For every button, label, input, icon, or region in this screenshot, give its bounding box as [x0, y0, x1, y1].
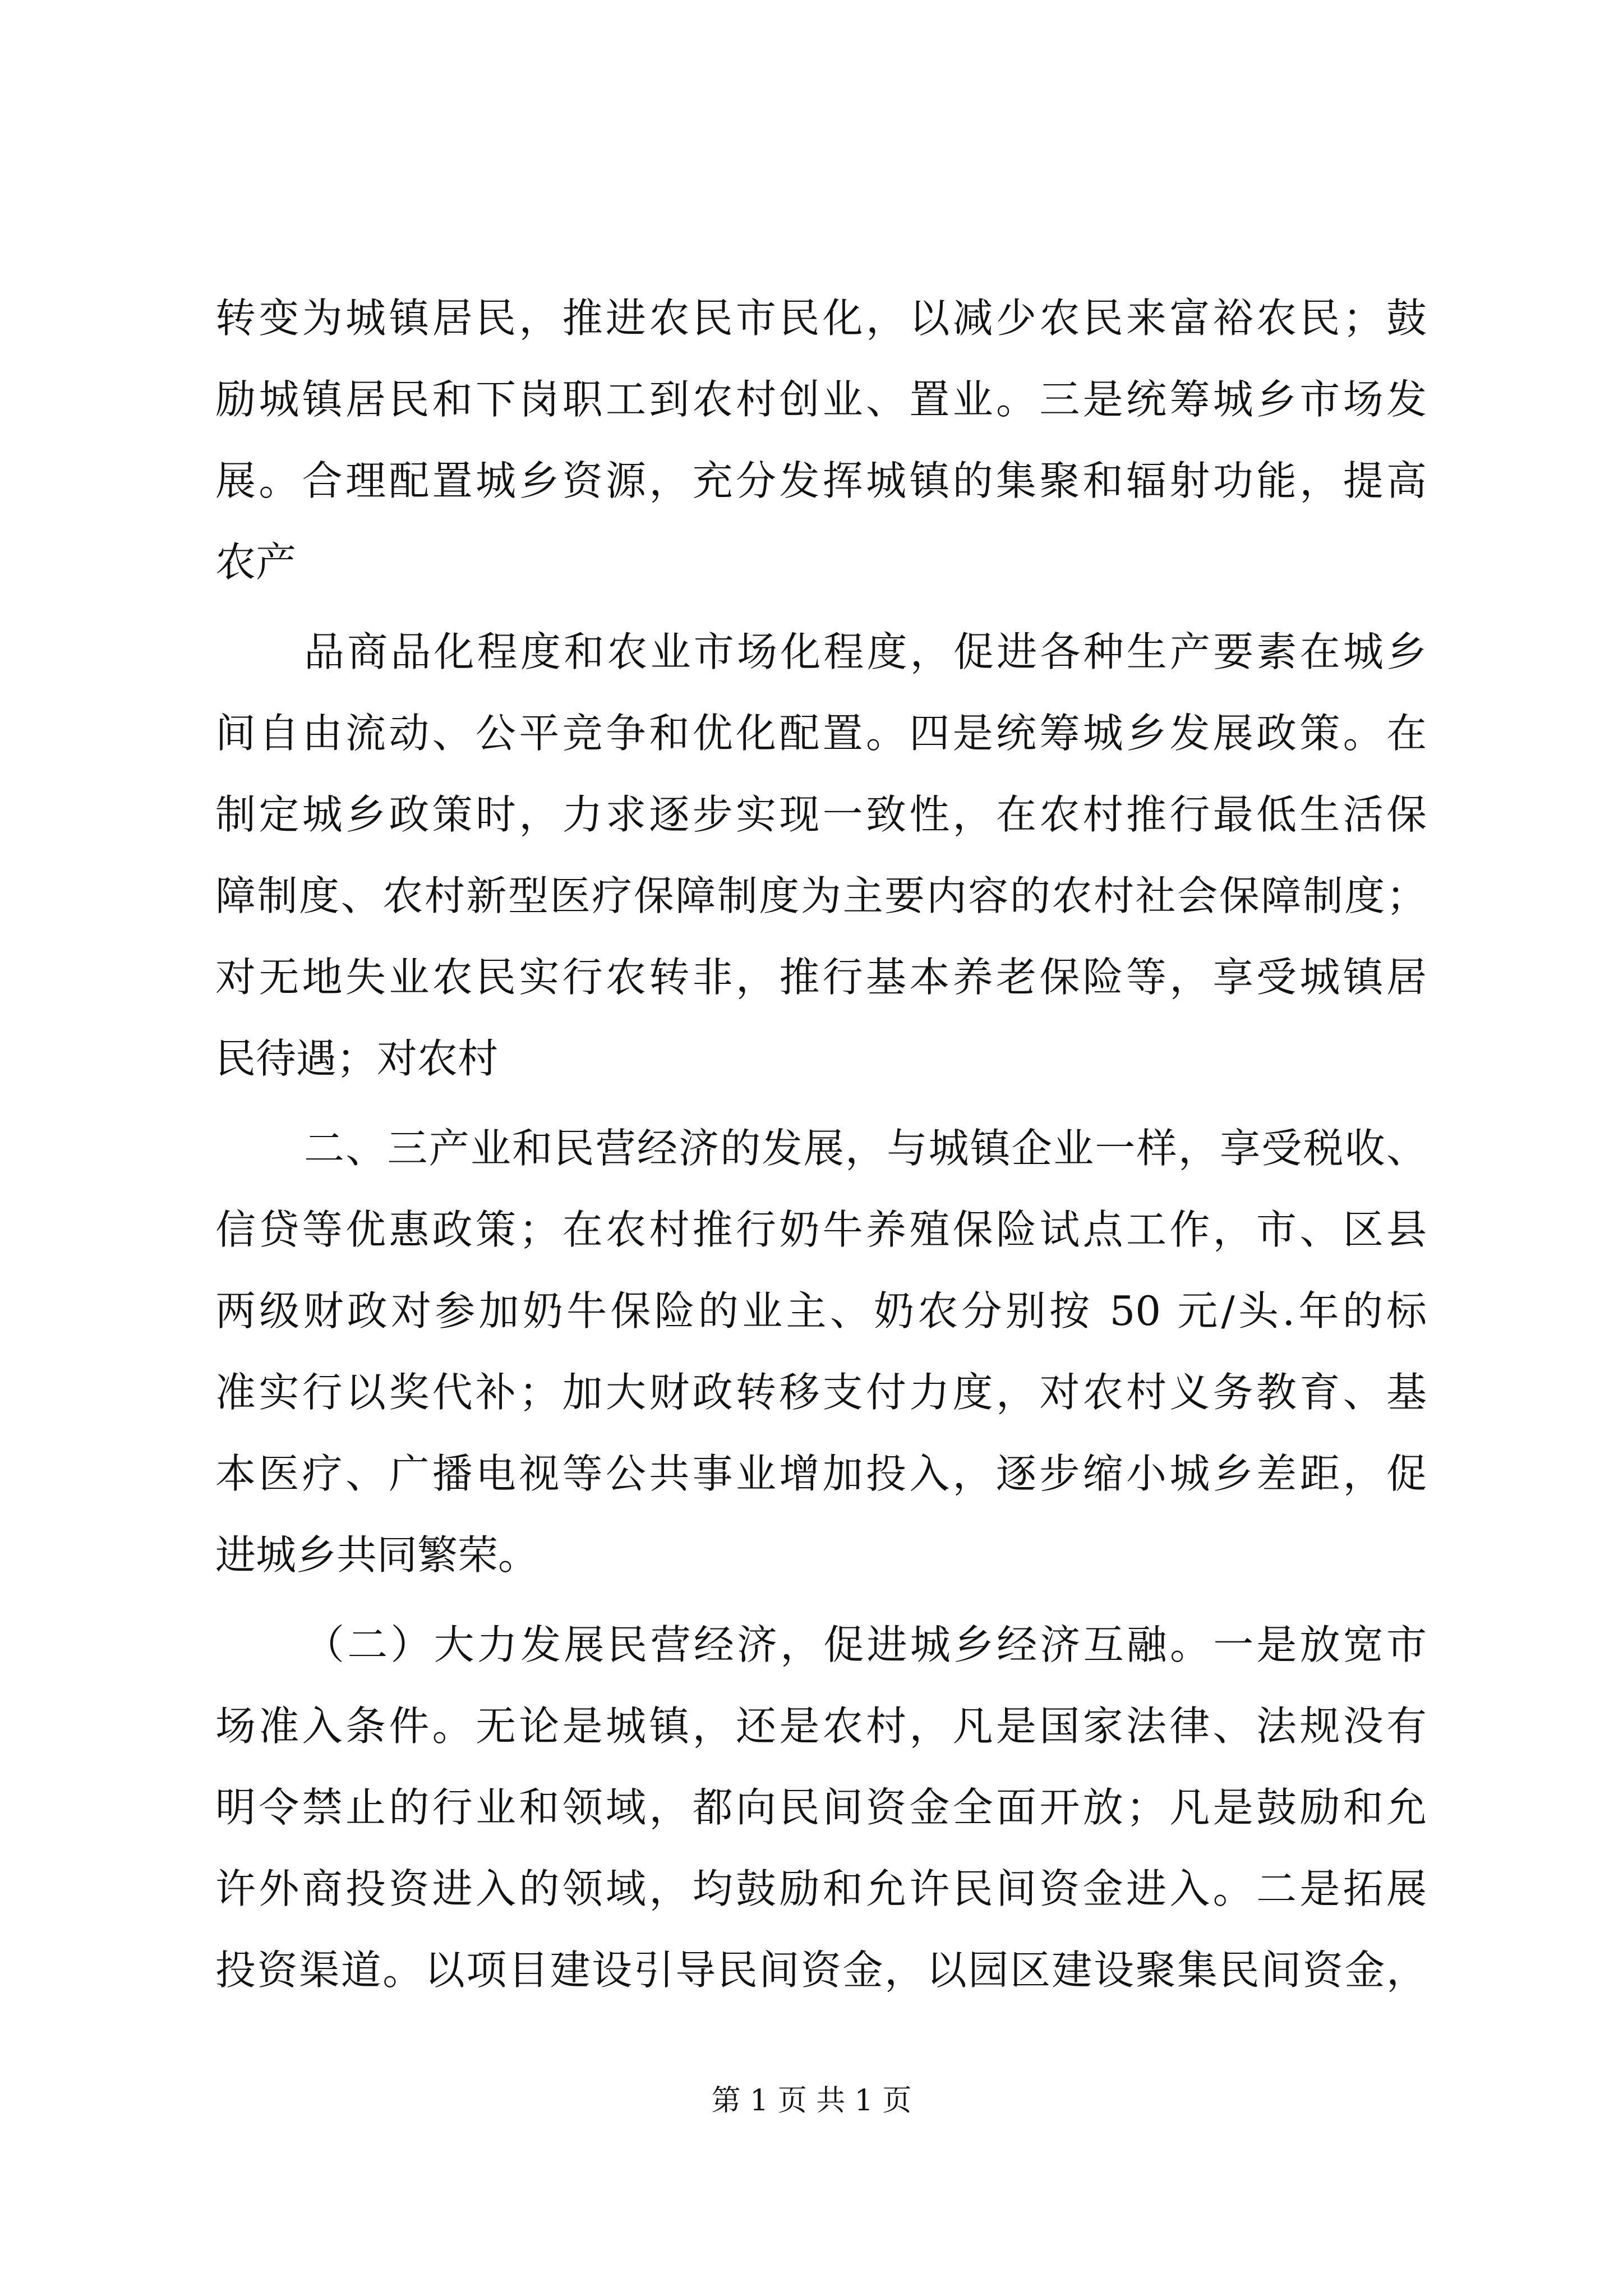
text-line: 信贷等优惠政策；在农村推行奶牛养殖保险试点工作，市、区县: [215, 1206, 1427, 1253]
text-line: 农产: [215, 539, 297, 586]
text-line: 展。合理配置城乡资源，充分发挥城镇的集聚和辐射功能，提高: [215, 457, 1427, 504]
text-line: 二、三产业和民营经济的发展，与城镇企业一样，享受税收、: [304, 1125, 1427, 1172]
text-line: 励城镇居民和下岗职工到农村创业、置业。三是统筹城乡市场发: [215, 376, 1427, 423]
text-line: 投资渠道。以项目建设引导民间资金，以园区建设聚集民间资金，: [215, 1947, 1427, 1994]
text-line: 准实行以奖代补；加大财政转移支付力度，对农村义务教育、基: [215, 1369, 1427, 1416]
text-line: 制定城乡政策时，力求逐步实现一致性，在农村推行最低生活保: [215, 791, 1427, 838]
text-line: 品商品化程度和农业市场化程度，促进各种生产要素在城乡: [304, 628, 1427, 675]
text-line: 许外商投资进入的领域，均鼓励和允许民间资金进入。二是拓展: [215, 1865, 1427, 1912]
text-line: 间自由流动、公平竞争和优化配置。四是统筹城乡发展政策。在: [215, 710, 1427, 757]
page-footer: [0, 2081, 1623, 2120]
text-line: 场准入条件。无论是城镇，还是农村，凡是国家法律、法规没有: [215, 1703, 1427, 1750]
text-line: （二）大力发展民营经济，促进城乡经济互融。一是放宽市: [304, 1621, 1427, 1668]
text-line: 民待遇；对农村: [215, 1035, 499, 1082]
text-line: 明令禁止的行业和领域，都向民间资金全面开放；凡是鼓励和允: [215, 1784, 1427, 1831]
page-number: 第 1 页 共 1 页: [711, 2084, 912, 2118]
text-line: 进城乡共同繁荣。: [215, 1531, 539, 1579]
text-line: 两级财政对参加奶牛保险的业主、奶农分别按 50 元/头.年的标: [215, 1287, 1427, 1335]
text-line: 本医疗、广播电视等公共事业增加投入，逐步缩小城乡差距，促: [215, 1450, 1427, 1497]
text-line: 对无地失业农民实行农转非，推行基本养老保险等，享受城镇居: [215, 954, 1427, 1001]
text-line: 障制度、农村新型医疗保障制度为主要内容的农村社会保障制度；: [215, 872, 1427, 919]
text-line: 转变为城镇居民，推进农民市民化，以减少农民来富裕农民；鼓: [215, 295, 1427, 342]
